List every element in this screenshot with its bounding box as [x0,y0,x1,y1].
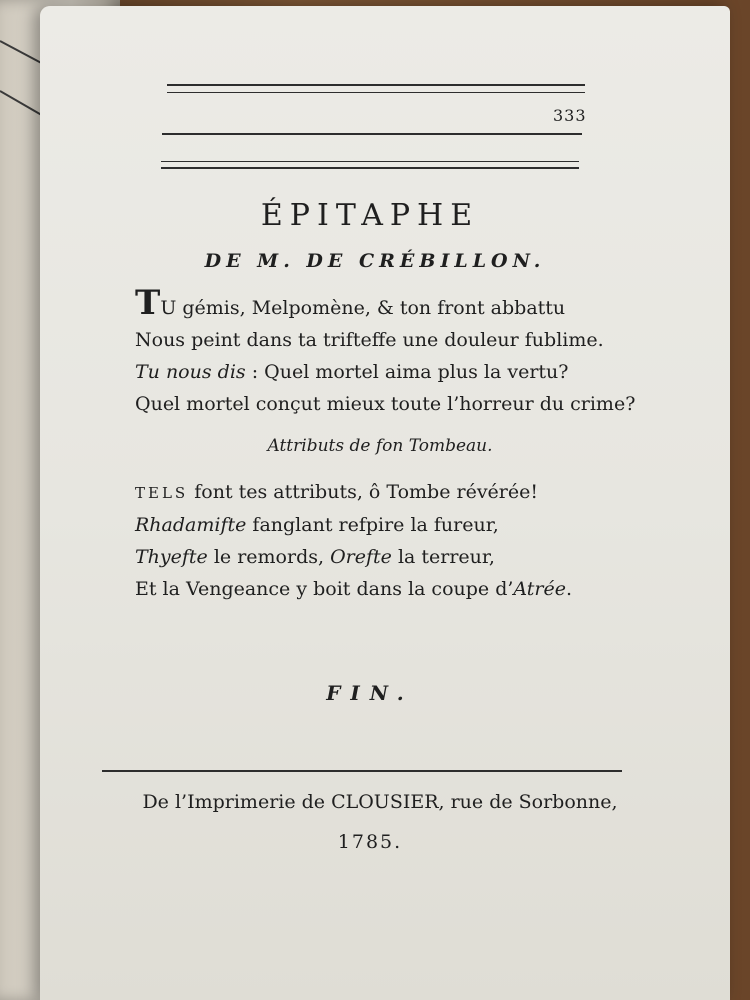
verse-line [135,541,655,573]
header-rule-bottom [161,161,579,162]
verse-text: le remords, [207,546,331,568]
verse-text: U gémis, Melpomène, & ton front abbattu [160,297,566,319]
verse-text: . [566,578,573,600]
verse-italic: Tu nous dis [135,361,246,383]
verse-italic: Orefte [330,546,392,568]
verse-text: Et la Vengeance y boit dans la coupe d’ [135,578,514,600]
imprint-year: 1785. [337,831,403,853]
verse-line: Nous peint dans ta trifteffe une douleur fublime. [135,329,604,351]
verse-line [135,476,655,509]
stanza-2 [135,476,655,605]
end-mark: FIN. [326,681,414,705]
page-title: ÉPITAPHE [260,198,480,233]
verse-italic: Atrée [513,578,566,600]
header-rule-top [167,84,585,86]
header-rule-middle [162,133,582,135]
imprint-line: De l’Imprimerie de CLOUSIER, rue de Sorbonne, [142,791,618,813]
imprint-rule [102,770,622,772]
page-number: 333 [553,106,587,125]
verse-italic: Thyefte [135,546,208,568]
verse-text: font tes attributs, ô Tombe révérée! [188,481,539,503]
verse-line [135,356,655,388]
verse-line: Quel mortel conçut mieux toute l’horreur du crime? [135,393,636,415]
verse-text: : Quel mortel aima plus la vertu? [245,361,569,383]
section-title: Attributs de fon Tombeau. [267,436,493,456]
drop-cap: T [135,283,161,323]
verse-text: la terreur, [391,546,495,568]
verse-line [135,509,655,541]
verse-text: fanglant refpire la fureur, [246,514,499,536]
header-rule-bottom-thick [161,167,579,169]
page-subtitle: DE M. DE CRÉBILLON. [204,250,546,272]
small-caps: TELS [135,484,189,502]
verse-line [135,573,655,605]
verse-line [135,283,655,324]
book-page [40,6,730,1000]
stanza-1 [135,283,655,420]
verse-italic: Rhadamifte [135,514,247,536]
header-rule-top-thin [167,92,585,93]
